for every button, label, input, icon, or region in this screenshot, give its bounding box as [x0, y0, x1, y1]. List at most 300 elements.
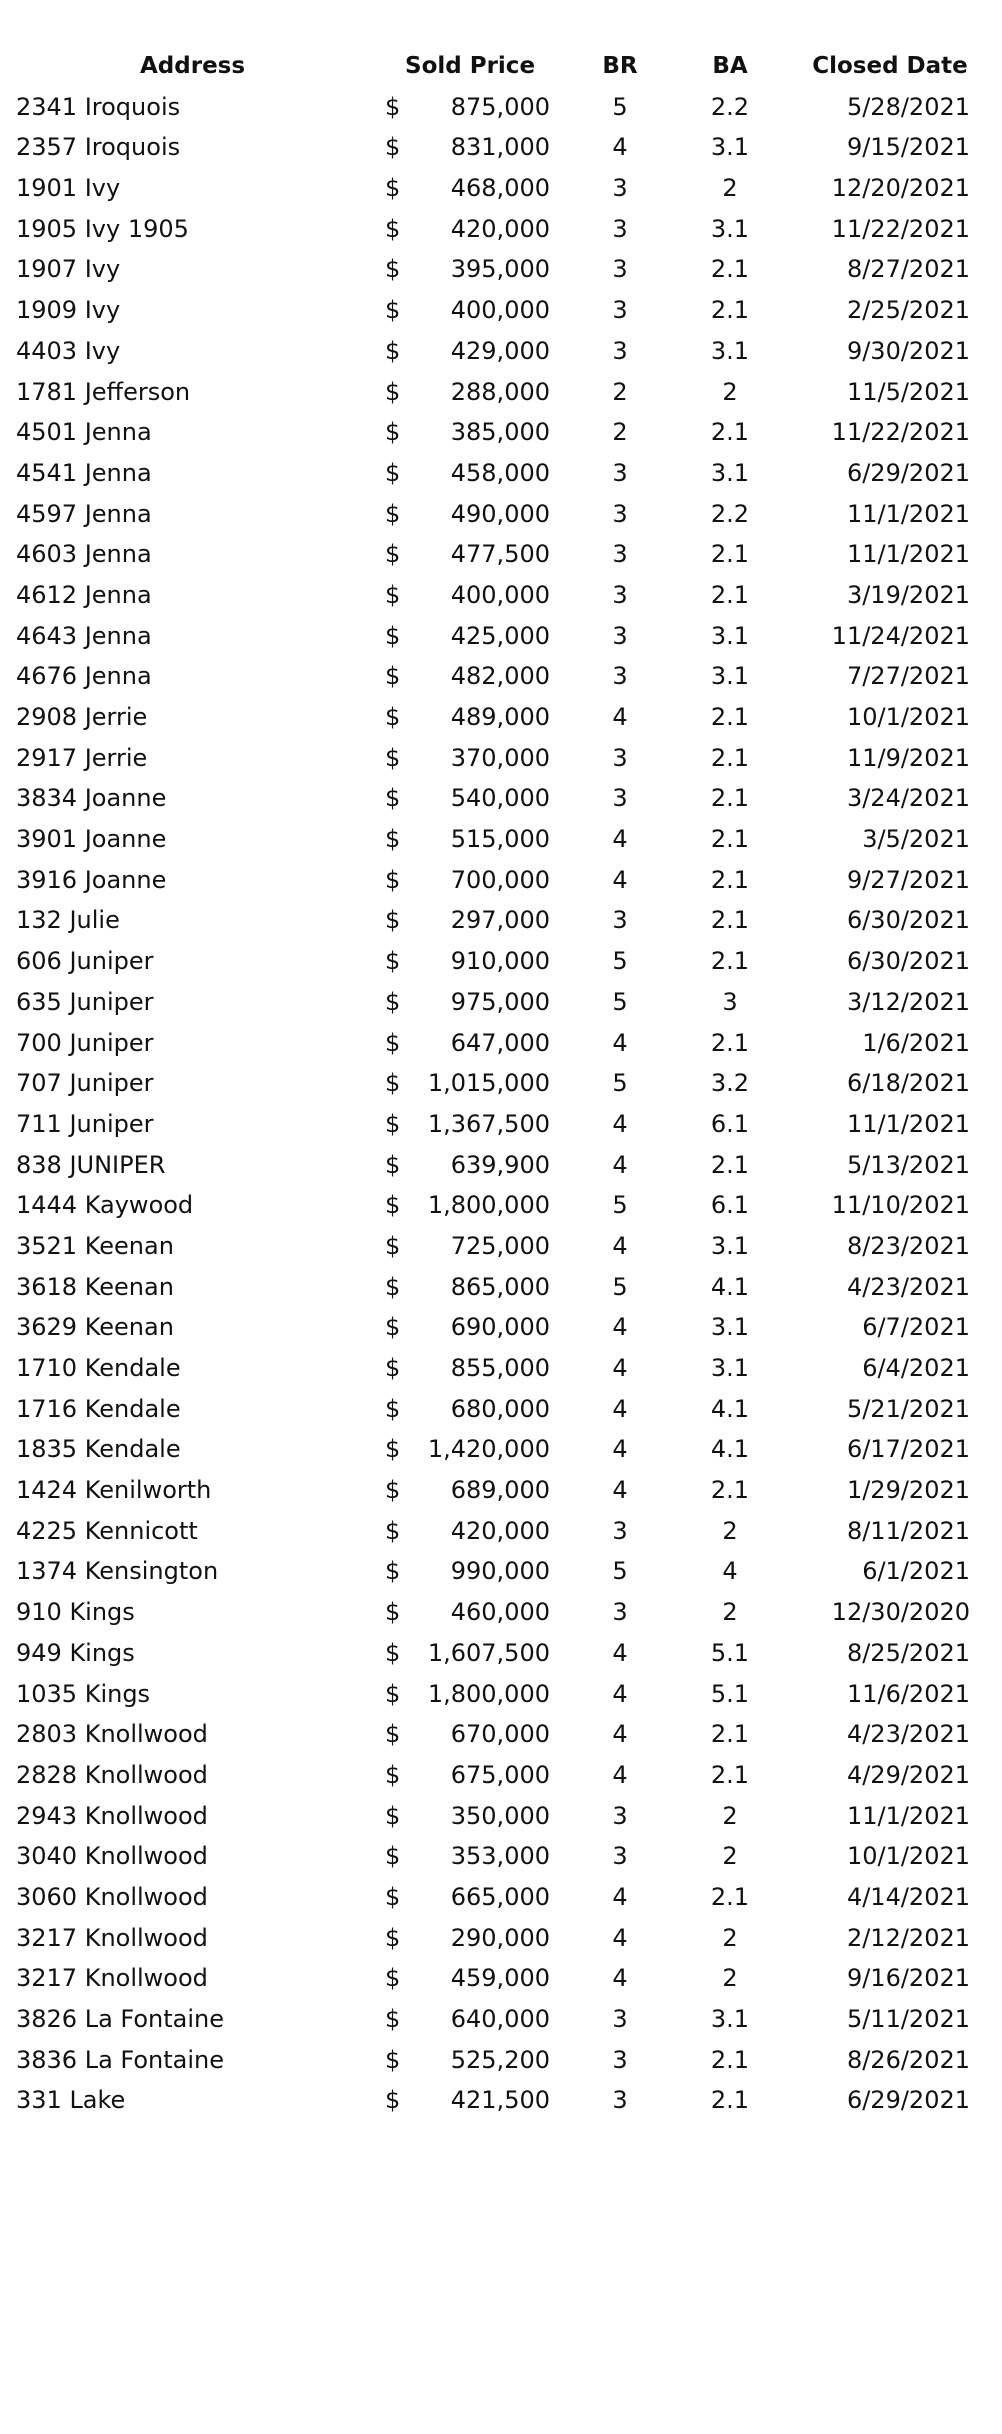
closed-date-cell: 12/30/2020 — [831, 1598, 970, 1627]
currency-symbol: $ — [385, 825, 401, 854]
ba-cell: 4.1 — [710, 1435, 750, 1464]
table-row — [0, 372, 1002, 413]
address-cell: 4403 Ivy — [16, 336, 121, 365]
br-cell: 3 — [612, 255, 628, 284]
sold-price-cell: 670,000 — [450, 1720, 550, 1749]
closed-date-cell: 11/1/2021 — [846, 499, 970, 528]
sold-price-cell: 525,200 — [450, 2045, 550, 2074]
sold-price-cell: 675,000 — [450, 1760, 550, 1789]
ba-cell: 2 — [722, 1964, 738, 1993]
sold-price-cell: 459,000 — [450, 1964, 550, 1993]
sold-price-cell: 1,367,500 — [427, 1109, 550, 1138]
address-cell: 3901 Joanne — [16, 825, 167, 854]
address-cell: 3217 Knollwood — [16, 1923, 208, 1952]
address-cell: 2357 Iroquois — [16, 133, 181, 162]
header-sold-price: Sold Price — [405, 53, 536, 79]
closed-date-cell: 11/10/2021 — [831, 1191, 970, 1220]
sold-price-cell: 490,000 — [450, 499, 550, 528]
sold-price-cell: 680,000 — [450, 1394, 550, 1423]
sales-table — [0, 46, 1002, 2121]
address-cell: 1374 Kensington — [16, 1557, 219, 1586]
table-row — [0, 2040, 1002, 2081]
currency-symbol: $ — [385, 1923, 401, 1952]
sold-price-cell: 690,000 — [450, 1313, 550, 1342]
address-cell: 2803 Knollwood — [16, 1720, 208, 1749]
closed-date-cell: 2/12/2021 — [846, 1923, 970, 1952]
currency-symbol: $ — [385, 1557, 401, 1586]
ba-cell: 2.1 — [710, 1882, 750, 1911]
ba-cell: 2.1 — [710, 825, 750, 854]
table-row — [0, 168, 1002, 209]
sold-price-cell: 288,000 — [450, 377, 550, 406]
ba-cell: 2.1 — [710, 947, 750, 976]
closed-date-cell: 6/7/2021 — [862, 1313, 970, 1342]
closed-date-cell: 5/13/2021 — [846, 1150, 970, 1179]
br-cell: 3 — [612, 784, 628, 813]
table-row — [0, 1429, 1002, 1470]
sold-price-cell: 647,000 — [450, 1028, 550, 1057]
address-cell: 838 JUNIPER — [16, 1150, 166, 1179]
closed-date-cell: 5/21/2021 — [846, 1394, 970, 1423]
table-row — [0, 127, 1002, 168]
currency-symbol: $ — [385, 1882, 401, 1911]
address-cell: 3060 Knollwood — [16, 1882, 208, 1911]
ba-cell: 3.1 — [710, 2005, 750, 2033]
address-cell: 2943 Knollwood — [16, 1801, 208, 1830]
br-cell: 3 — [612, 906, 628, 935]
ba-cell: 2.1 — [710, 1150, 750, 1179]
br-cell: 4 — [612, 825, 628, 854]
ba-cell: 2 — [722, 1801, 738, 1830]
sold-price-cell: 910,000 — [450, 947, 550, 976]
closed-date-cell: 8/25/2021 — [846, 1638, 970, 1667]
sold-price-cell: 290,000 — [450, 1923, 550, 1952]
ba-cell: 2.1 — [710, 255, 750, 284]
sold-price-cell: 385,000 — [450, 418, 550, 447]
address-cell: 4643 Jenna — [16, 621, 152, 650]
ba-cell: 2.1 — [710, 743, 750, 772]
table-row — [0, 249, 1002, 290]
table-row — [0, 1185, 1002, 1226]
currency-symbol: $ — [385, 92, 401, 121]
ba-cell: 2.1 — [710, 1028, 750, 1057]
ba-cell: 2 — [722, 174, 738, 203]
address-cell: 1710 Kendale — [16, 1354, 181, 1382]
br-cell: 2 — [612, 418, 628, 447]
ba-cell: 2.1 — [710, 418, 750, 447]
br-cell: 3 — [612, 499, 628, 528]
table-row — [0, 575, 1002, 616]
ba-cell: 3.1 — [710, 621, 750, 650]
table-row — [0, 1551, 1002, 1592]
sold-price-cell: 425,000 — [450, 621, 550, 650]
br-cell: 4 — [612, 703, 628, 731]
header-address: Address — [140, 53, 246, 79]
currency-symbol: $ — [385, 1191, 401, 1220]
header-row — [0, 46, 1002, 87]
br-cell: 3 — [612, 336, 628, 365]
currency-symbol: $ — [385, 255, 401, 284]
br-cell: 4 — [612, 1231, 628, 1260]
closed-date-cell: 7/27/2021 — [846, 662, 970, 691]
address-cell: 3217 Knollwood — [16, 1964, 208, 1993]
br-cell: 3 — [612, 214, 628, 243]
ba-cell: 4 — [722, 1557, 738, 1586]
table-row — [0, 1755, 1002, 1796]
br-cell: 5 — [612, 987, 628, 1016]
sold-price-cell: 353,000 — [450, 1842, 550, 1871]
closed-date-cell: 12/20/2021 — [831, 174, 970, 203]
address-cell: 132 Julie — [16, 906, 120, 935]
address-cell: 3521 Keenan — [16, 1231, 174, 1260]
br-cell: 4 — [612, 1354, 628, 1382]
closed-date-cell: 11/1/2021 — [846, 1109, 970, 1138]
br-cell: 5 — [612, 947, 628, 976]
currency-symbol: $ — [385, 1801, 401, 1830]
address-cell: 910 Kings — [16, 1598, 135, 1627]
ba-cell: 2.1 — [710, 1720, 750, 1749]
table-row — [0, 656, 1002, 697]
closed-date-cell: 11/9/2021 — [846, 743, 970, 772]
currency-symbol: $ — [385, 174, 401, 203]
address-cell: 1444 Kaywood — [16, 1191, 194, 1220]
currency-symbol: $ — [385, 1476, 401, 1505]
br-cell: 3 — [612, 2045, 628, 2074]
br-cell: 5 — [612, 1191, 628, 1220]
sold-price-cell: 420,000 — [450, 214, 550, 243]
br-cell: 5 — [612, 1069, 628, 1098]
table-row — [0, 738, 1002, 779]
currency-symbol: $ — [385, 1069, 401, 1098]
table-row — [0, 1104, 1002, 1145]
currency-symbol: $ — [385, 1720, 401, 1749]
address-cell: 949 Kings — [16, 1638, 135, 1667]
br-cell: 3 — [612, 1842, 628, 1871]
closed-date-cell: 6/18/2021 — [846, 1069, 970, 1098]
table-row — [0, 290, 1002, 331]
address-cell: 4501 Jenna — [16, 418, 152, 447]
currency-symbol: $ — [385, 2086, 401, 2115]
address-cell: 1835 Kendale — [16, 1435, 181, 1464]
address-cell: 3836 La Fontaine — [16, 2045, 225, 2074]
address-cell: 4676 Jenna — [16, 662, 152, 691]
sold-price-cell: 297,000 — [450, 906, 550, 935]
address-cell: 711 Juniper — [16, 1109, 154, 1138]
currency-symbol: $ — [385, 1598, 401, 1627]
ba-cell: 4.1 — [710, 1272, 750, 1301]
sold-price-cell: 460,000 — [450, 1598, 550, 1627]
currency-symbol: $ — [385, 1028, 401, 1057]
br-cell: 4 — [612, 1638, 628, 1667]
ba-cell: 3.2 — [710, 1069, 750, 1098]
closed-date-cell: 8/26/2021 — [846, 2045, 970, 2074]
address-cell: 3629 Keenan — [16, 1313, 174, 1342]
br-cell: 4 — [612, 1882, 628, 1911]
br-cell: 4 — [612, 1109, 628, 1138]
table-row — [0, 209, 1002, 250]
table-row — [0, 87, 1002, 128]
closed-date-cell: 9/16/2021 — [846, 1964, 970, 1993]
closed-date-cell: 9/27/2021 — [846, 865, 970, 894]
sold-price-cell: 1,800,000 — [427, 1679, 550, 1708]
closed-date-cell: 6/29/2021 — [846, 458, 970, 487]
currency-symbol: $ — [385, 1231, 401, 1260]
ba-cell: 2.1 — [710, 865, 750, 894]
sold-price-cell: 855,000 — [450, 1354, 550, 1382]
closed-date-cell: 2/25/2021 — [846, 296, 970, 325]
sold-price-cell: 370,000 — [450, 743, 550, 772]
address-cell: 4225 Kennicott — [16, 1516, 198, 1545]
closed-date-cell: 6/1/2021 — [862, 1557, 970, 1586]
currency-symbol: $ — [385, 214, 401, 243]
sold-price-cell: 458,000 — [450, 458, 550, 487]
sold-price-cell: 639,900 — [450, 1150, 550, 1179]
address-cell: 4603 Jenna — [16, 540, 152, 569]
closed-date-cell: 10/1/2021 — [846, 1842, 970, 1871]
ba-cell: 3.1 — [710, 1313, 750, 1342]
br-cell: 4 — [612, 1923, 628, 1952]
currency-symbol: $ — [385, 133, 401, 162]
br-cell: 4 — [612, 1435, 628, 1464]
sold-price-cell: 831,000 — [450, 133, 550, 162]
br-cell: 4 — [612, 1720, 628, 1749]
ba-cell: 3.1 — [710, 1354, 750, 1382]
closed-date-cell: 8/27/2021 — [846, 255, 970, 284]
br-cell: 4 — [612, 1150, 628, 1179]
ba-cell: 2.1 — [710, 540, 750, 569]
sold-price-cell: 665,000 — [450, 1882, 550, 1911]
closed-date-cell: 9/30/2021 — [846, 336, 970, 365]
ba-cell: 3.1 — [710, 662, 750, 691]
currency-symbol: $ — [385, 662, 401, 691]
table-row — [0, 494, 1002, 535]
sold-price-cell: 975,000 — [450, 987, 550, 1016]
address-cell: 3618 Keenan — [16, 1272, 174, 1301]
ba-cell: 3 — [722, 987, 738, 1016]
br-cell: 3 — [612, 2005, 628, 2033]
address-cell: 4612 Jenna — [16, 580, 152, 609]
closed-date-cell: 6/4/2021 — [862, 1354, 970, 1382]
address-cell: 2828 Knollwood — [16, 1760, 208, 1789]
br-cell: 4 — [612, 1964, 628, 1993]
address-cell: 2341 Iroquois — [16, 92, 181, 121]
sold-price-cell: 395,000 — [450, 255, 550, 284]
closed-date-cell: 4/29/2021 — [846, 1760, 970, 1789]
table-row — [0, 1145, 1002, 1186]
closed-date-cell: 11/24/2021 — [831, 621, 970, 650]
table-row — [0, 1063, 1002, 1104]
address-cell: 1035 Kings — [16, 1679, 151, 1708]
table-row — [0, 616, 1002, 657]
currency-symbol: $ — [385, 499, 401, 528]
closed-date-cell: 3/19/2021 — [846, 580, 970, 609]
address-cell: 3826 La Fontaine — [16, 2005, 225, 2033]
address-cell: 1781 Jefferson — [16, 377, 191, 406]
table-row — [0, 1226, 1002, 1267]
br-cell: 4 — [612, 1394, 628, 1423]
sold-price-cell: 990,000 — [450, 1557, 550, 1586]
sold-price-cell: 420,000 — [450, 1516, 550, 1545]
br-cell: 3 — [612, 621, 628, 650]
table-row — [0, 1389, 1002, 1430]
br-cell: 5 — [612, 1272, 628, 1301]
table-row — [0, 1714, 1002, 1755]
ba-cell: 2 — [722, 1842, 738, 1871]
sold-price-cell: 640,000 — [450, 2005, 550, 2033]
table-row — [0, 860, 1002, 901]
table-row — [0, 697, 1002, 738]
closed-date-cell: 4/14/2021 — [846, 1882, 970, 1911]
br-cell: 3 — [612, 458, 628, 487]
currency-symbol: $ — [385, 458, 401, 487]
table-row — [0, 1796, 1002, 1837]
table-row — [0, 900, 1002, 941]
ba-cell: 2.1 — [710, 906, 750, 935]
currency-symbol: $ — [385, 1109, 401, 1138]
currency-symbol: $ — [385, 703, 401, 731]
closed-date-cell: 11/1/2021 — [846, 540, 970, 569]
br-cell: 4 — [612, 1028, 628, 1057]
closed-date-cell: 8/23/2021 — [846, 1231, 970, 1260]
address-cell: 700 Juniper — [16, 1028, 154, 1057]
table-row — [0, 1877, 1002, 1918]
table-row — [0, 778, 1002, 819]
closed-date-cell: 5/11/2021 — [846, 2005, 970, 2033]
table-body — [0, 87, 1002, 2121]
address-cell: 606 Juniper — [16, 947, 154, 976]
closed-date-cell: 3/24/2021 — [846, 784, 970, 813]
ba-cell: 2 — [722, 1923, 738, 1952]
ba-cell: 2 — [722, 1516, 738, 1545]
table-row — [0, 1307, 1002, 1348]
closed-date-cell: 6/17/2021 — [846, 1435, 970, 1464]
currency-symbol: $ — [385, 947, 401, 976]
closed-date-cell: 3/12/2021 — [846, 987, 970, 1016]
closed-date-cell: 1/29/2021 — [846, 1476, 970, 1505]
table-row — [0, 982, 1002, 1023]
ba-cell: 2.1 — [710, 296, 750, 325]
ba-cell: 3.1 — [710, 214, 750, 243]
address-cell: 635 Juniper — [16, 987, 154, 1016]
address-cell: 707 Juniper — [16, 1069, 154, 1098]
br-cell: 4 — [612, 1679, 628, 1708]
currency-symbol: $ — [385, 1272, 401, 1301]
br-cell: 3 — [612, 1516, 628, 1545]
currency-symbol: $ — [385, 2045, 401, 2074]
header-closed-date: Closed Date — [812, 53, 968, 79]
currency-symbol: $ — [385, 1394, 401, 1423]
ba-cell: 5.1 — [710, 1638, 750, 1667]
ba-cell: 2.1 — [710, 2045, 750, 2074]
address-cell: 3834 Joanne — [16, 784, 167, 813]
currency-symbol: $ — [385, 540, 401, 569]
currency-symbol: $ — [385, 296, 401, 325]
table-row — [0, 1470, 1002, 1511]
table-row — [0, 1918, 1002, 1959]
br-cell: 3 — [612, 580, 628, 609]
table-row — [0, 1958, 1002, 1999]
address-cell: 331 Lake — [16, 2086, 126, 2115]
closed-date-cell: 4/23/2021 — [846, 1272, 970, 1301]
currency-symbol: $ — [385, 987, 401, 1016]
closed-date-cell: 6/30/2021 — [846, 947, 970, 976]
ba-cell: 2.1 — [710, 580, 750, 609]
table-row — [0, 453, 1002, 494]
closed-date-cell: 6/29/2021 — [846, 2086, 970, 2115]
table-row — [0, 1633, 1002, 1674]
currency-symbol: $ — [385, 621, 401, 650]
ba-cell: 5.1 — [710, 1679, 750, 1708]
closed-date-cell: 11/5/2021 — [846, 377, 970, 406]
currency-symbol: $ — [385, 580, 401, 609]
sold-price-cell: 1,607,500 — [427, 1638, 550, 1667]
ba-cell: 2.1 — [710, 703, 750, 731]
br-cell: 3 — [612, 1801, 628, 1830]
closed-date-cell: 8/11/2021 — [846, 1516, 970, 1545]
closed-date-cell: 10/1/2021 — [846, 703, 970, 731]
sold-price-cell: 700,000 — [450, 865, 550, 894]
sold-price-cell: 468,000 — [450, 174, 550, 203]
header-ba: BA — [712, 53, 748, 79]
ba-cell: 3.1 — [710, 458, 750, 487]
currency-symbol: $ — [385, 1313, 401, 1342]
closed-date-cell: 3/5/2021 — [862, 825, 970, 854]
table-row — [0, 1999, 1002, 2040]
ba-cell: 2.2 — [710, 92, 750, 121]
ba-cell: 2.2 — [710, 499, 750, 528]
sold-price-cell: 875,000 — [450, 92, 550, 121]
address-cell: 3916 Joanne — [16, 865, 167, 894]
currency-symbol: $ — [385, 906, 401, 935]
sold-price-cell: 350,000 — [450, 1801, 550, 1830]
address-cell: 4597 Jenna — [16, 499, 152, 528]
br-cell: 3 — [612, 296, 628, 325]
ba-cell: 4.1 — [710, 1394, 750, 1423]
br-cell: 4 — [612, 133, 628, 162]
ba-cell: 2.1 — [710, 784, 750, 813]
closed-date-cell: 5/28/2021 — [846, 92, 970, 121]
currency-symbol: $ — [385, 1150, 401, 1179]
sold-price-cell: 400,000 — [450, 580, 550, 609]
br-cell: 3 — [612, 540, 628, 569]
address-cell: 2917 Jerrie — [16, 743, 148, 772]
sold-price-cell: 400,000 — [450, 296, 550, 325]
table-row — [0, 2080, 1002, 2121]
table-row — [0, 534, 1002, 575]
currency-symbol: $ — [385, 2005, 401, 2033]
closed-date-cell: 1/6/2021 — [862, 1028, 970, 1057]
table-row — [0, 1348, 1002, 1389]
closed-date-cell: 11/22/2021 — [831, 418, 970, 447]
br-cell: 2 — [612, 377, 628, 406]
br-cell: 4 — [612, 865, 628, 894]
address-cell: 1716 Kendale — [16, 1394, 181, 1423]
br-cell: 4 — [612, 1476, 628, 1505]
sold-price-cell: 689,000 — [450, 1476, 550, 1505]
br-cell: 4 — [612, 1760, 628, 1789]
br-cell: 4 — [612, 1313, 628, 1342]
header-br: BR — [602, 53, 638, 79]
ba-cell: 2.1 — [710, 1760, 750, 1789]
table-row — [0, 1836, 1002, 1877]
br-cell: 3 — [612, 662, 628, 691]
address-cell: 1901 Ivy — [16, 174, 121, 203]
sold-price-cell: 515,000 — [450, 825, 550, 854]
table-row — [0, 941, 1002, 982]
currency-symbol: $ — [385, 1964, 401, 1993]
address-cell: 1905 Ivy 1905 — [16, 214, 189, 243]
currency-symbol: $ — [385, 1638, 401, 1667]
